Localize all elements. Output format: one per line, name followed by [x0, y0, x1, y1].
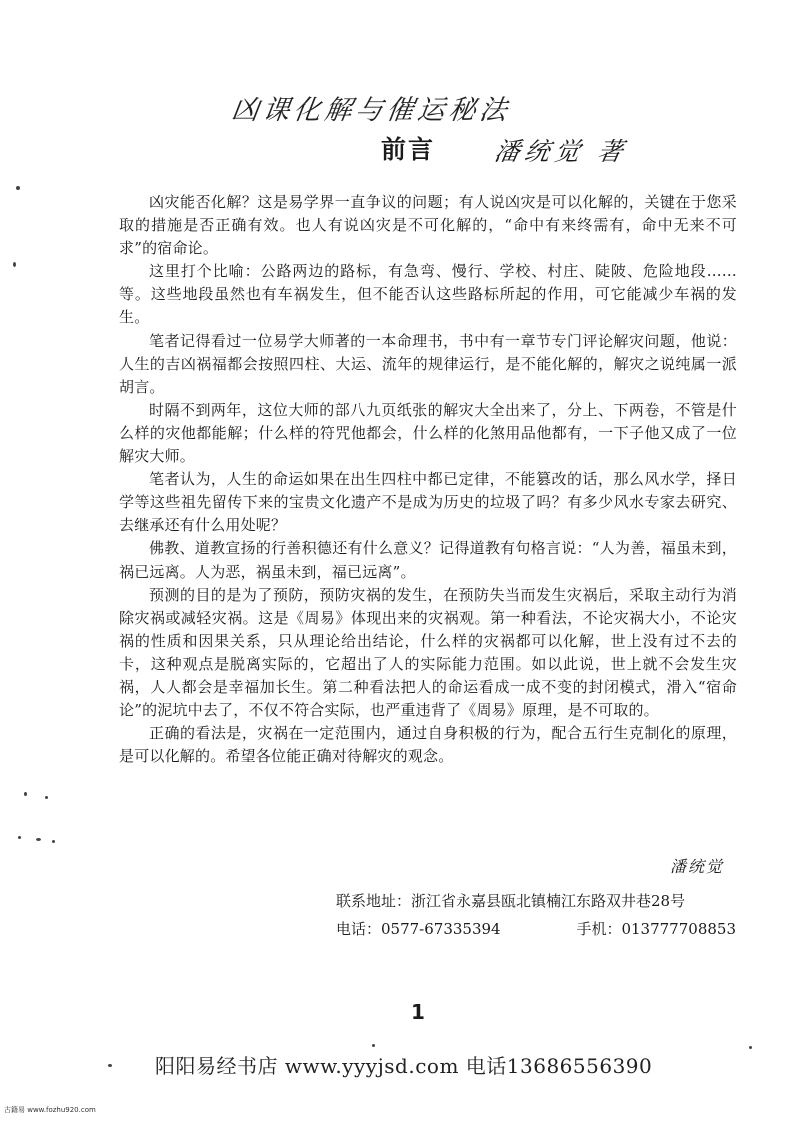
paragraph-4: 时隔不到两年，这位大师的部八九页纸张的解灾大全出来了，分上、下两卷，不管是什么样的灾他都能解；什么样的符咒他都会，什么样的化煞用品他都有，一下子他又成了一位解灾大师。 — [119, 400, 737, 466]
preface-heading: 前言 — [381, 135, 436, 164]
scan-speck — [16, 186, 20, 190]
contact-address: 联系地址：浙江省永嘉县瓯北镇楠江东路双井巷28号 — [336, 892, 686, 910]
scan-speck — [52, 840, 55, 843]
mobile-number: 手机：013777708853 — [576, 920, 736, 938]
handwritten-title: 凶课化解与催运秘法 — [229, 95, 513, 126]
scan-speck — [13, 262, 16, 267]
phone-number: 电话：0577-67335394 — [336, 920, 501, 938]
site-tag: 古籍易 www.fozhu920.com — [4, 1106, 96, 1114]
scan-speck — [108, 1064, 112, 1067]
paragraph-2: 这里打个比喻：公路两边的路标，有急弯、慢行、学校、村庄、陡陂、危险地段……等。这些地段虽然也有车祸发生，但不能否认这些路标所起的作用，可它能减少车祸的发生。 — [119, 262, 737, 327]
paragraph-8: 正确的看法是，灾祸在一定范围内，通过自身积极的行为，配合五行生克制化的原理，是可以化解的。希望各位能正确对待解灾的观念。 — [119, 724, 737, 766]
paragraph-1: 凶灾能否化解？这是易学界一直争议的问题；有人说凶灾是可以化解的，关键在于您采取的措施是否正确有效。也人有说凶灾是不可化解的，“命中有来终需有，命中无来不可求”的宿命论。 — [119, 193, 737, 258]
scan-speck — [45, 796, 48, 799]
handwritten-author: 潘统觉 著 — [492, 137, 631, 166]
contact-phones — [336, 918, 736, 939]
paragraph-7: 预测的目的是为了预防，预防灾祸的发生，在预防失当而发生灾祸后，采取主动行为消除灾祸或减轻灾祸。这是《周易》体现出来的灾祸观。第一种看法，不论灾祸大小，不论灾祸的性质和因果关系，只从理论给出结论，什么样的灾祸都可以化解，世上没有过不去的卡，这种观点是脱离实际的，它超出了人的实际能力范围。如以此说，世上就不会发生灾祸，人人都会是幸福加长生。第二种看法把人的命运看成一成不变的封闭模式，滑入“宿命论”的泥坑中去了，不仅不符合实际，也严重违背了《周易》原理，是不可取的。 — [119, 585, 737, 720]
scan-speck — [18, 836, 21, 839]
author-signature: 潘统觉 — [670, 857, 725, 876]
scan-speck — [24, 792, 27, 796]
paragraph-6: 佛教、道教宣扬的行善积德还有什么意义？记得道教有句格言说：“人为善，福虽未到，祸已远离。人为恶，祸虽未到，福已远离”。 — [119, 539, 737, 581]
scan-speck — [749, 1046, 752, 1049]
scan-speck — [36, 838, 41, 841]
paragraph-3: 笔者记得看过一位易学大师著的一本命理书，书中有一章节专门评论解灾问题，他说：人生的吉凶祸福都会按照四柱、大运、流年的规律运行，是不能化解的，解灾之说纯属一派胡言。 — [119, 331, 737, 396]
bookstore-watermark: 阳阳易经书店 www.yyyjsd.com 电话13686556390 — [155, 1054, 653, 1078]
scan-speck — [372, 1044, 375, 1047]
preface-body — [119, 191, 737, 768]
paragraph-5: 笔者认为，人生的命运如果在出生四柱中都已定律，不能篡改的话，那么风水学，择日学等这些祖先留传下来的宝贵文化遗产不是成为历史的垃圾了吗？有多少风水专家去研究、去继承还有什么用处呢？ — [119, 470, 737, 535]
page-number: 1 — [411, 1000, 425, 1024]
